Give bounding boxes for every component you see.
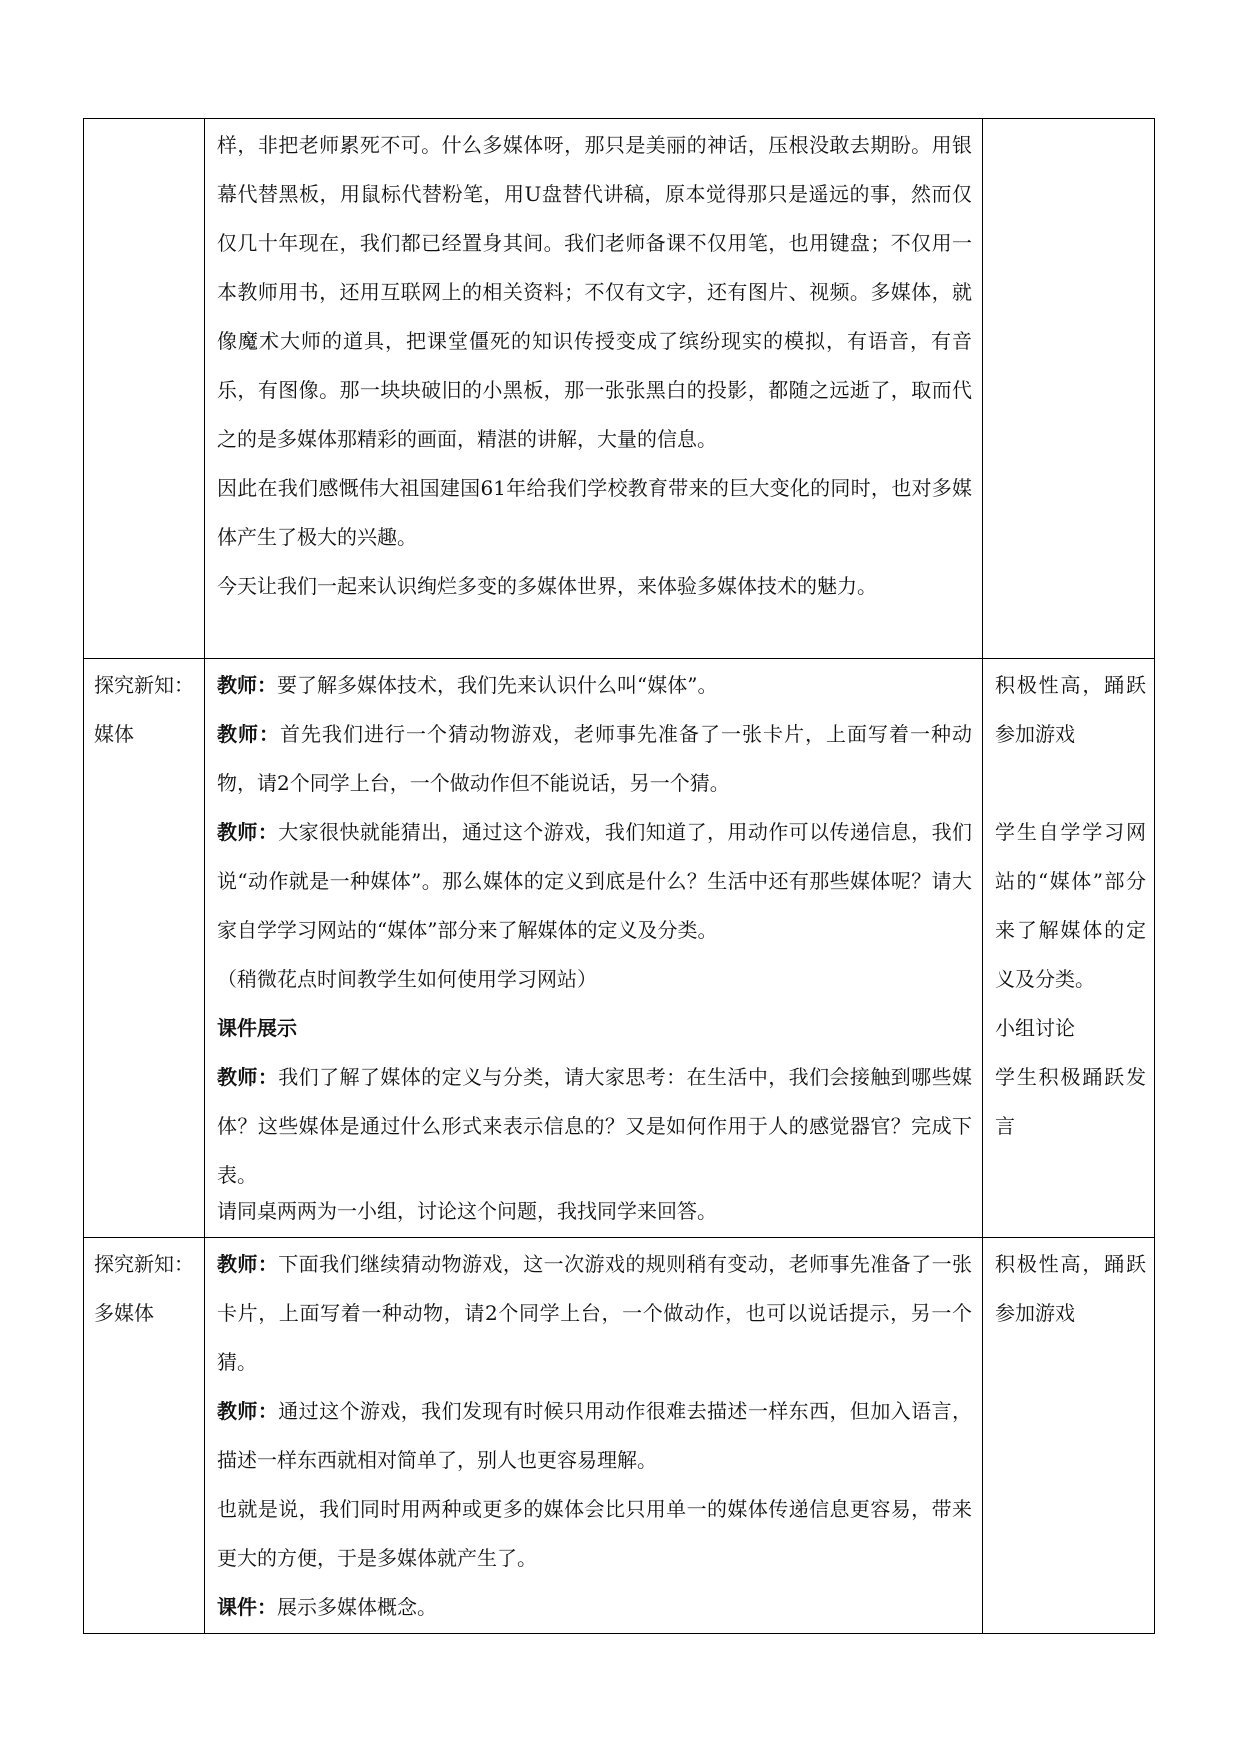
paragraph-text: 要了解多媒体技术，我们先来认识什么叫“媒体”。 — [277, 673, 718, 697]
activity-cell — [983, 119, 1155, 659]
paragraph — [217, 464, 972, 562]
paragraph — [217, 1485, 972, 1583]
paragraph-text: 样，非把老师累死不可。什么多媒体呀，那只是美丽的神话，压根没敢去期盼。用银幕代替黑板，用鼠标代替粉笔，用U盘替代讲稿，原本觉得那只是遥远的事，然而仅仅几十年现在，我们都已经置身其间。我们老师备课不仅用笔，也用键盘；不仅用一本教师用书，还用互联网上的相关资料；不仅有文字，还有图片、视频。多媒体，就像魔术大师的道具，把课堂僵死的知识传授变成了缤纷现实的模拟，有语音，有音乐，有图像。那一块块破旧的小黑板，那一张张黑白的投影，都随之远逝了，取而代之的是多媒体那精彩的画面，精湛的讲解，大量的信息。 — [217, 133, 972, 451]
activity-note: 积极性高，踊跃参加游戏 — [995, 1252, 1146, 1325]
speaker-label: 教师： — [217, 1252, 279, 1276]
activity-cell — [983, 1238, 1155, 1634]
paragraph-text: 大家很快就能猜出，通过这个游戏，我们知道了，用动作可以传递信息，我们说“动作就是一种媒体”。那么媒体的定义到底是什么？生活中还有那些媒体呢？请大家自学学习网站的“媒体”部分来了解媒体的定义及分类。 — [217, 820, 972, 942]
paragraph — [217, 1387, 972, 1485]
stage-cell — [84, 1238, 205, 1634]
paragraph-text: 下面我们继续猜动物游戏，这一次游戏的规则稍有变动，老师事先准备了一张卡片，上面写着一种动物，请2个同学上台，一个做动作，也可以说话提示，另一个猜。 — [217, 1252, 972, 1374]
paragraph-text: （稍微花点时间教学生如何使用学习网站） — [217, 967, 597, 991]
paragraph — [217, 955, 972, 1004]
paragraph — [217, 710, 972, 808]
paragraph — [217, 1583, 972, 1632]
activity-cell — [983, 659, 1155, 1238]
activity-note: 学生积极踊跃发言 — [995, 1065, 1146, 1138]
content-cell — [205, 119, 983, 659]
content-cell — [205, 1238, 983, 1634]
paragraph — [217, 1053, 972, 1200]
paragraph-text: 今天让我们一起来认识绚烂多变的多媒体世界，来体验多媒体技术的魅力。 — [217, 574, 877, 598]
paragraph — [217, 1004, 972, 1053]
speaker-label: 教师： — [217, 673, 277, 697]
section-heading: 课件展示 — [217, 1016, 297, 1040]
stage-label: 探究新知：媒体 — [94, 673, 194, 746]
speaker-label: 教师： — [217, 820, 279, 844]
paragraph — [217, 121, 972, 464]
paragraph — [217, 562, 972, 611]
table-row-multimedia — [84, 1238, 1155, 1634]
table-row-media — [84, 659, 1155, 1238]
paragraph-text: 首先我们进行一个猜动物游戏，老师事先准备了一张卡片，上面写着一种动物，请2个同学上台，一个做动作但不能说话，另一个猜。 — [217, 722, 972, 795]
activity-note: 小组讨论 — [995, 1016, 1075, 1040]
speaker-label: 教师： — [217, 1399, 279, 1423]
stage-cell — [84, 659, 205, 1238]
lesson-plan-table — [83, 118, 1155, 1634]
speaker-label: 课件： — [217, 1595, 277, 1619]
paragraph — [217, 661, 972, 710]
activity-note: 积极性高，踊跃参加游戏 — [995, 673, 1146, 746]
paragraph-text: 展示多媒体概念。 — [277, 1595, 437, 1619]
paragraph-text: 因此在我们感慨伟大祖国建国61年给我们学校教育带来的巨大变化的同时，也对多媒体产生了极大的兴趣。 — [217, 476, 972, 549]
paragraph-text: 请同桌两两为一小组，讨论这个问题，我找同学来回答。 — [217, 1199, 717, 1223]
paragraph — [217, 1194, 972, 1228]
paragraph-text: 通过这个游戏，我们发现有时候只用动作很难去描述一样东西，但加入语言，描述一样东西就相对简单了，别人也更容易理解。 — [217, 1399, 972, 1472]
speaker-label: 教师： — [217, 1065, 279, 1089]
table-row-intro — [84, 119, 1155, 659]
content-cell — [205, 659, 983, 1238]
paragraph — [217, 1240, 972, 1387]
paragraph — [217, 808, 972, 955]
spacer — [995, 759, 1146, 808]
stage-cell — [84, 119, 205, 659]
paragraph-text: 我们了解了媒体的定义与分类，请大家思考：在生活中，我们会接触到哪些媒体？这些媒体是通过什么形式来表示信息的？又是如何作用于人的感觉器官？完成下表。 — [217, 1065, 972, 1187]
speaker-label: 教师： — [217, 722, 280, 746]
activity-note: 学生自学学习网站的“媒体”部分来了解媒体的定义及分类。 — [995, 820, 1146, 991]
paragraph-text: 也就是说，我们同时用两种或更多的媒体会比只用单一的媒体传递信息更容易，带来更大的方便，于是多媒体就产生了。 — [217, 1497, 972, 1570]
stage-label: 探究新知：多媒体 — [94, 1252, 194, 1325]
